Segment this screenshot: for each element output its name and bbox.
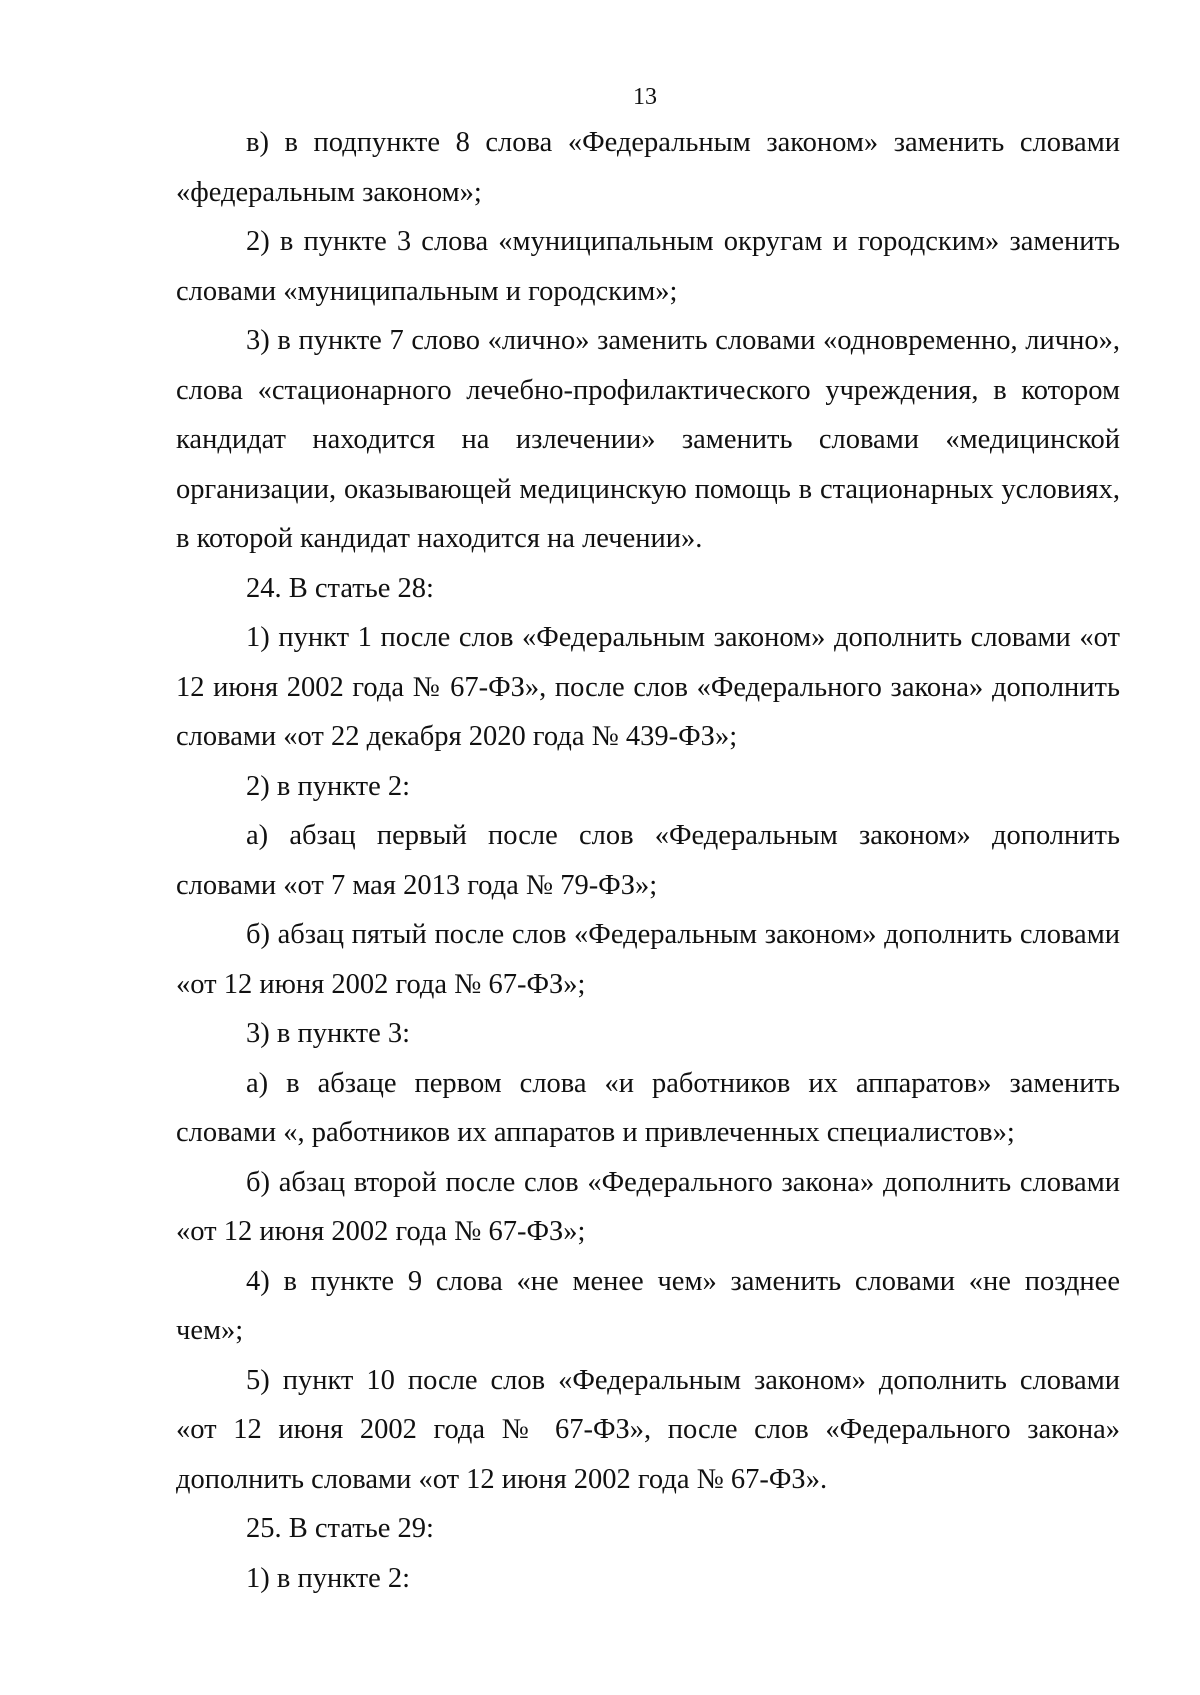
paragraph-a-first-abzac: а) абзац первый после слов «Федеральным законом» дополнить словами «от 7 мая 2013 года № 79-ФЗ»; bbox=[176, 820, 1120, 901]
paragraph-v-subpoint-8: в) в подпункте 8 слова «Федеральным законом» заменить словами «федеральным законом»; bbox=[176, 127, 1120, 208]
page-number: 13 bbox=[633, 84, 657, 110]
paragraph-b-second-abzac: б) абзац второй после слов «Федерального закона» дополнить словами «от 12 июня 2002 года № 67-ФЗ»; bbox=[176, 1166, 1120, 1247]
paragraph-b-fifth-abzac: б) абзац пятый после слов «Федеральным законом» дополнить словами «от 12 июня 2002 года № 67-ФЗ»; bbox=[176, 919, 1120, 1000]
paragraph-2-point-3: 2) в пункте 3 слова «муниципальным округам и городским» заменить словами «муниципальным и городским»; bbox=[176, 226, 1120, 307]
paragraph-article-28-heading: 24. В статье 28: bbox=[246, 572, 434, 604]
paragraph-5-point-10: 5) пункт 10 после слов «Федеральным законом» дополнить словами «от 12 июня 2002 года № 67-ФЗ», после слов «Федерального закона» дополнить словами «от 12 июня 2002 года № 67-ФЗ». bbox=[176, 1364, 1120, 1495]
paragraph-2-point-2: 2) в пункте 2: bbox=[246, 770, 411, 802]
document-body bbox=[176, 118, 1120, 1603]
paragraph-article-29-heading: 25. В статье 29: bbox=[246, 1513, 434, 1544]
paragraph-3-point-3: 3) в пункте 3: bbox=[246, 1018, 411, 1049]
paragraph-4-point-9: 4) в пункте 9 слова «не менее чем» заменить словами «не позднее чем»; bbox=[176, 1265, 1120, 1346]
paragraph-3-point-7: 3) в пункте 7 слово «лично» заменить словами «одновременно, лично», слова «стационарного лечебно-профилактического учреждения, в котором кандидат находится на излечении» заменить словами «медицинской организации, оказывающей медицинскую помощь в стационарных условиях, в которой кандидат находится на лечении». bbox=[176, 325, 1120, 554]
paragraph-a-first-abzac-words: а) в абзаце первом слова «и работников их аппаратов» заменить словами «, работников их аппаратов и привлеченных специалистов»; bbox=[176, 1067, 1120, 1148]
paragraph-1-point-2: 1) в пункте 2: bbox=[246, 1562, 411, 1594]
paragraph-1-point-1: 1) пункт 1 после слов «Федеральным законом» дополнить словами «от 12 июня 2002 года № 67-ФЗ», после слов «Федерального закона» дополнить словами «от 22 декабря 2020 года № 439-ФЗ»; bbox=[176, 622, 1120, 752]
